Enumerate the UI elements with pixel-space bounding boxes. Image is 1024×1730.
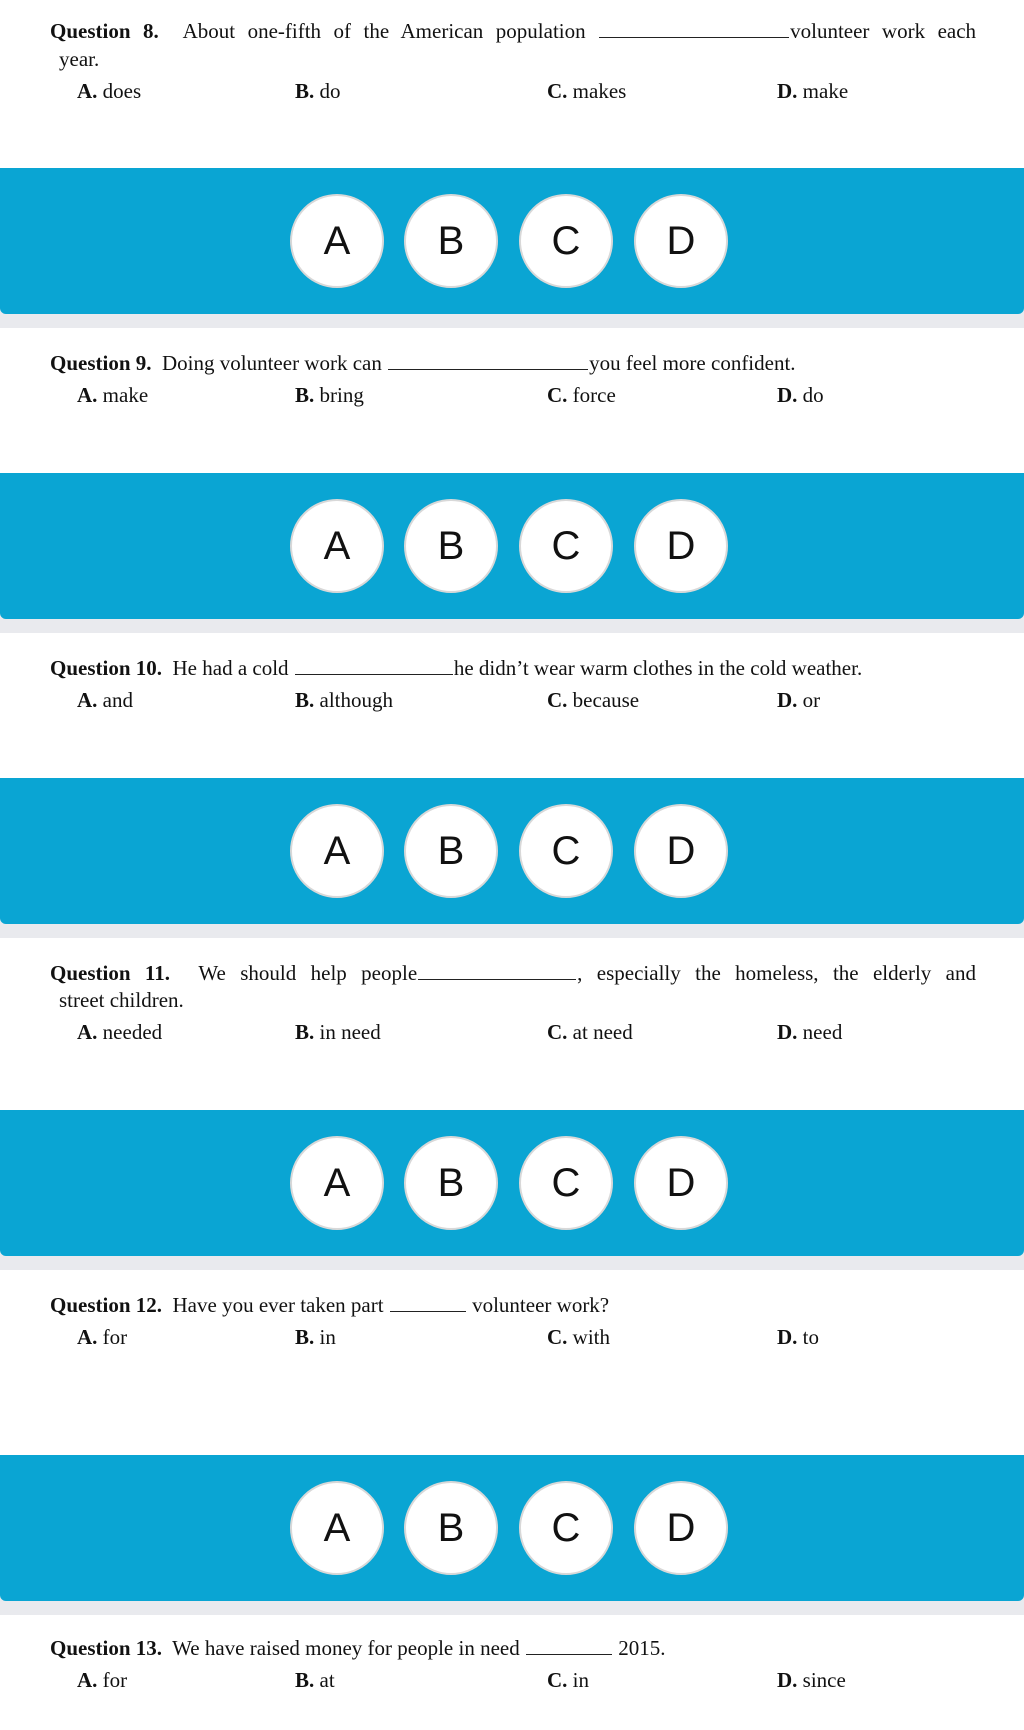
question-card-8 [0,0,1024,168]
option-c: C. makes [547,79,627,103]
question-card-11 [0,938,1024,1110]
question-text-after: volunteer work each [790,19,977,43]
option-a: A. make [77,383,149,407]
answer-band-8 [0,168,1024,314]
question-text [50,655,976,681]
answer-button-d[interactable]: D [634,804,728,898]
answer-button-b[interactable]: B [404,1136,498,1230]
answer-button-c[interactable]: C [519,804,613,898]
question-number: Question 10. [50,656,163,680]
question-text [50,18,976,44]
answer-blank [295,656,453,675]
answer-button-a[interactable]: A [290,1136,384,1230]
answer-button-b[interactable]: B [404,499,498,593]
answer-button-a[interactable]: A [290,499,384,593]
answer-button-d[interactable]: D [634,1481,728,1575]
question-continuation: street children. [59,988,184,1012]
answer-button-d[interactable]: D [634,194,728,288]
option-b: B. in [295,1325,336,1349]
option-b: B. do [295,79,341,103]
answer-blank [599,19,789,38]
question-text-before: He had a cold [172,656,289,680]
answer-blank [390,1293,466,1312]
question-card-13 [0,1615,1024,1730]
option-a: A. does [77,79,142,103]
option-b: B. at [295,1668,335,1692]
answer-button-a[interactable]: A [290,194,384,288]
question-number: Question 13. [50,1636,163,1660]
question-text-before: About one-fifth of the American population [182,19,586,43]
option-d: D. do [777,383,824,407]
question-text-after: 2015. [618,1636,666,1660]
question-card-9 [0,328,1024,473]
answer-button-c[interactable]: C [519,1136,613,1230]
question-text-after: he didn’t wear warm clothes in the cold weather. [453,656,863,680]
answer-button-a[interactable]: A [290,1481,384,1575]
question-text-after: , especially the homeless, the elderly and [577,961,976,985]
question-text [50,350,976,376]
answer-blank [526,1636,612,1655]
answer-button-d[interactable]: D [634,1136,728,1230]
question-number: Question 8. [50,19,159,43]
option-d: D. make [777,79,849,103]
answer-band-11 [0,1110,1024,1256]
question-text [50,960,976,986]
option-a: A. for [77,1668,128,1692]
answer-button-b[interactable]: B [404,804,498,898]
option-c: C. because [547,688,640,712]
answer-button-c[interactable]: C [519,499,613,593]
answer-button-b[interactable]: B [404,194,498,288]
answer-button-a[interactable]: A [290,804,384,898]
question-continuation: year. [59,47,100,71]
answer-button-d[interactable]: D [634,499,728,593]
question-text-before: Doing volunteer work can [162,351,382,375]
answer-band-10 [0,778,1024,924]
answer-blank [418,961,576,980]
answer-button-c[interactable]: C [519,1481,613,1575]
option-c: C. at need [547,1020,633,1044]
question-number: Question 11. [50,961,170,985]
option-a: A. for [77,1325,128,1349]
question-card-10 [0,633,1024,778]
question-text [50,1292,976,1318]
question-number: Question 9. [50,351,152,375]
option-a: A. needed [77,1020,163,1044]
answer-blank [388,351,588,370]
question-text-before: We should help people [198,961,418,985]
question-text [50,1635,976,1661]
option-c: C. with [547,1325,611,1349]
question-card-12 [0,1270,1024,1455]
option-d: D. since [777,1668,846,1692]
answer-band-9 [0,473,1024,619]
question-text-after: volunteer work? [472,1293,610,1317]
option-a: A. and [77,688,133,712]
option-d: D. or [777,688,821,712]
answer-button-c[interactable]: C [519,194,613,288]
option-c: C. in [547,1668,590,1692]
option-b: B. bring [295,383,364,407]
question-number: Question 12. [50,1293,163,1317]
question-text-before: Have you ever taken part [172,1293,384,1317]
option-d: D. to [777,1325,820,1349]
answer-button-b[interactable]: B [404,1481,498,1575]
option-c: C. force [547,383,616,407]
option-b: B. although [295,688,394,712]
option-d: D. need [777,1020,843,1044]
question-text-before: We have raised money for people in need [172,1636,520,1660]
question-text-after: you feel more confident. [589,351,796,375]
option-b: B. in need [295,1020,381,1044]
answer-band-12 [0,1455,1024,1601]
